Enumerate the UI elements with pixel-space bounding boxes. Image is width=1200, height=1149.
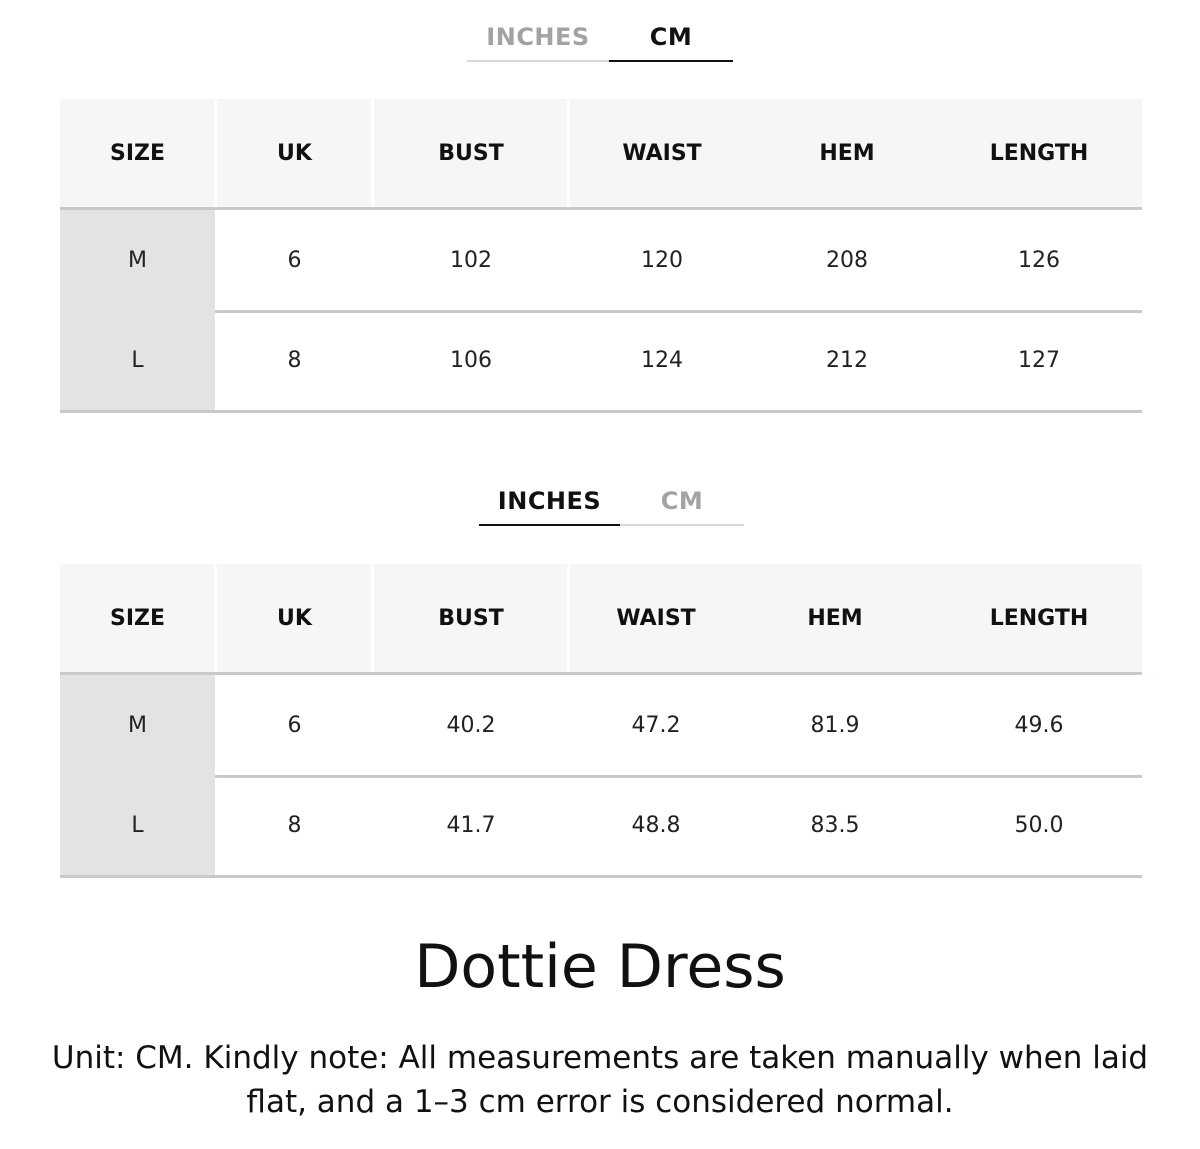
cell-length: 126: [1018, 247, 1060, 273]
unit-tabs-top: [467, 22, 733, 62]
header-length: LENGTH: [989, 605, 1089, 631]
header-hem: HEM: [819, 140, 875, 166]
table-row: [60, 775, 1142, 878]
cell-waist: 124: [641, 347, 683, 373]
table-header: [60, 564, 1142, 675]
size-table-inches: [60, 564, 1142, 876]
cell-size: M: [60, 210, 215, 310]
tab-cm[interactable]: CM: [620, 486, 744, 526]
cell-size: M: [60, 675, 215, 775]
cell-size: L: [60, 775, 215, 875]
header-uk: UK: [277, 605, 312, 631]
table-row: [60, 310, 1142, 413]
header-size: SIZE: [109, 140, 165, 166]
header-bust: BUST: [438, 605, 504, 631]
table-header: [60, 99, 1142, 210]
cell-uk: 6: [287, 712, 302, 738]
cell-bust: 41.7: [446, 812, 496, 838]
cell-bust: 40.2: [446, 712, 496, 738]
tab-cm[interactable]: CM: [609, 22, 733, 62]
table-row: [60, 210, 1142, 313]
header-hem: HEM: [807, 605, 863, 631]
cell-length: 49.6: [1014, 712, 1064, 738]
cell-bust: 102: [450, 247, 492, 273]
cell-uk: 8: [287, 347, 302, 373]
header-length: LENGTH: [989, 140, 1089, 166]
cell-uk: 6: [287, 247, 302, 273]
header-waist: WAIST: [622, 140, 702, 166]
tab-inches[interactable]: INCHES: [479, 486, 620, 526]
size-table-cm: [60, 99, 1142, 411]
cell-waist: 120: [641, 247, 683, 273]
header-waist: WAIST: [616, 605, 696, 631]
cell-bust: 106: [450, 347, 492, 373]
cell-uk: 8: [287, 812, 302, 838]
cell-waist: 47.2: [631, 712, 681, 738]
cell-length: 127: [1018, 347, 1060, 373]
cell-hem: 81.9: [810, 712, 860, 738]
cell-length: 50.0: [1014, 812, 1064, 838]
header-bust: BUST: [438, 140, 504, 166]
table-row: [60, 675, 1142, 778]
cell-hem: 208: [826, 247, 868, 273]
product-title: Dottie Dress: [414, 932, 786, 1002]
cell-size: L: [60, 310, 215, 410]
cell-hem: 83.5: [810, 812, 860, 838]
cell-waist: 48.8: [631, 812, 681, 838]
measurement-note: Unit: CM. Kindly note: All measurements are taken manually when laid flat, and a 1–3 cm error is considered normal.: [51, 1040, 1149, 1120]
unit-tabs-bottom: [479, 486, 744, 526]
header-uk: UK: [277, 140, 312, 166]
header-size: SIZE: [109, 605, 165, 631]
cell-hem: 212: [826, 347, 868, 373]
tab-inches[interactable]: INCHES: [467, 22, 609, 62]
